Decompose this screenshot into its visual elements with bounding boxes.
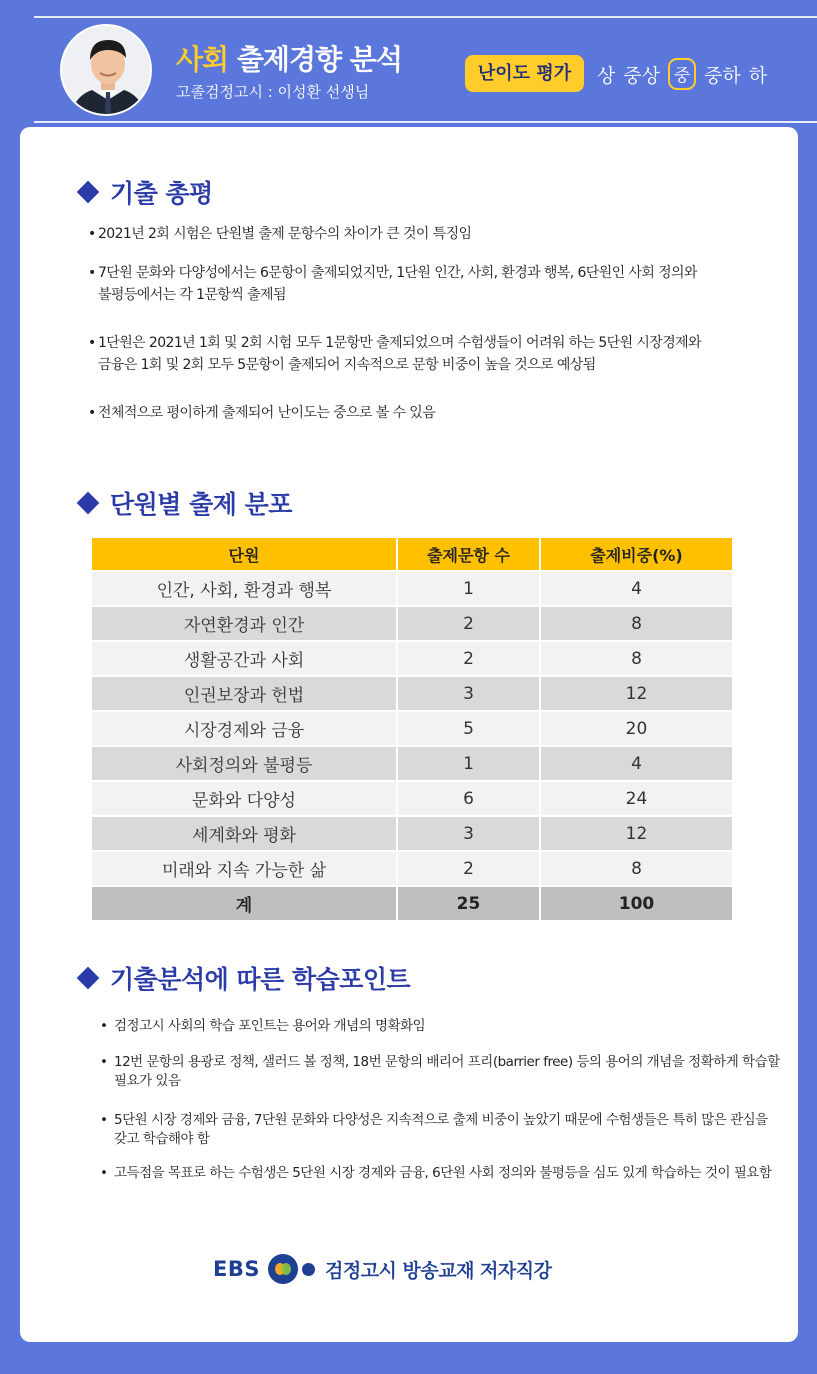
cell-ratio: 8: [540, 641, 732, 676]
point-item-text: 검정고시 사회의 학습 포인트는 용어와 개념의 명확화임: [114, 1018, 426, 1034]
cell-unit: 인간, 사회, 환경과 행복: [92, 571, 397, 606]
table-row: [92, 711, 732, 746]
summary-item: [88, 223, 471, 245]
bullet-dot: •: [88, 265, 96, 281]
level-mid-high: 중상: [623, 64, 661, 87]
diamond-icon: [77, 492, 100, 515]
cell-ratio: 4: [540, 571, 732, 606]
level-high: 상: [597, 64, 616, 87]
cell-ratio: 24: [540, 781, 732, 816]
cell-unit: 문화와 다양성: [92, 781, 397, 816]
summary-section-title: [76, 174, 213, 210]
cell-unit: 시장경제와 금융: [92, 711, 397, 746]
cell-ratio: 12: [540, 676, 732, 711]
distribution-table: [92, 538, 732, 920]
point-item-text: 5단원 시장 경제와 금융, 7단원 문화와 다양성은 지속적으로 출제 비중이 높았기 때문에 수험생들은 특히 많은 관심을 갖고 학습해야 함: [114, 1112, 768, 1147]
bullet-dot: •: [88, 226, 96, 242]
cell-ratio: 12: [540, 816, 732, 851]
summary-item-text: 전체적으로 평이하게 출제되어 난이도는 중으로 볼 수 있음: [98, 405, 436, 421]
point-item: [100, 1111, 780, 1149]
bullet-dot: •: [100, 1018, 108, 1034]
cell-count: 3: [397, 676, 540, 711]
summary-title-text: 기출 총평: [110, 179, 213, 208]
table-row: [92, 606, 732, 641]
cell-total-label: 계: [92, 886, 397, 920]
level-low: 하: [748, 64, 768, 87]
avatar: [60, 24, 152, 116]
teacher-portrait-icon: [62, 26, 152, 116]
cell-unit: 인권보장과 헌법: [92, 676, 397, 711]
bullet-dot: •: [100, 1054, 108, 1070]
summary-item: [88, 262, 697, 306]
table-row: [92, 676, 732, 711]
cell-count: 2: [397, 641, 540, 676]
summary-item-text-cont: 금융은 1회 및 2회 모두 5문항이 출제되어 지속적으로 문항 비중이 높을 것으로 예상됨: [98, 357, 596, 373]
summary-item: [88, 402, 435, 424]
table-row: [92, 746, 732, 781]
cell-unit: 사회정의와 불평등: [92, 746, 397, 781]
difficulty-badge: 난이도 평가: [465, 55, 584, 92]
level-mid-selected: 중: [668, 58, 696, 90]
cell-ratio: 4: [540, 746, 732, 781]
cell-ratio: 20: [540, 711, 732, 746]
ebs-logo-icon: [268, 1254, 298, 1284]
difficulty-levels: [597, 58, 767, 90]
bullet-dot: •: [100, 1112, 108, 1128]
point-item: [100, 1164, 780, 1183]
ebs-dot-icon: [302, 1263, 315, 1276]
cell-unit: 세계화와 평화: [92, 816, 397, 851]
cell-ratio: 8: [540, 606, 732, 641]
points-section-title: [76, 960, 410, 996]
cell-unit: 생활공간과 사회: [92, 641, 397, 676]
point-item: [100, 1053, 780, 1091]
footer-brand: [213, 1253, 551, 1285]
col-header-unit: 단원: [92, 538, 397, 571]
title-rest: 출제경향 분석: [228, 43, 402, 76]
cell-total-ratio: 100: [540, 886, 732, 920]
col-header-count: 출제문항 수: [397, 538, 540, 571]
point-item-text: 고득점을 목표로 하는 수험생은 5단원 시장 경제와 금융, 6단원 사회 정의와 불평등을 심도 있게 학습하는 것이 필요함: [114, 1165, 772, 1181]
points-title-text: 기출분석에 따른 학습포인트: [110, 965, 411, 994]
point-item: [100, 1017, 780, 1036]
cell-count: 6: [397, 781, 540, 816]
bullet-dot: •: [88, 405, 96, 421]
distribution-section-title: [76, 485, 292, 521]
diamond-icon: [77, 967, 100, 990]
ebs-wordmark: EBS: [213, 1257, 260, 1281]
cell-count: 1: [397, 571, 540, 606]
cell-count: 3: [397, 816, 540, 851]
level-mid-low: 중하: [704, 64, 741, 87]
summary-item-text-cont: 불평등에서는 각 1문항씩 출제됨: [98, 287, 286, 303]
page-title: [176, 38, 402, 78]
cell-total-count: 25: [397, 886, 540, 920]
summary-item: [88, 332, 701, 376]
cell-unit: 미래와 지속 가능한 삶: [92, 851, 397, 886]
distribution-title-text: 단원별 출제 분포: [110, 490, 292, 519]
summary-item-text: 2021년 2회 시험은 단원별 출제 문항수의 차이가 큰 것이 특징임: [98, 226, 472, 242]
col-header-ratio: 출제비중(%): [540, 538, 732, 571]
cell-count: 5: [397, 711, 540, 746]
cell-count: 2: [397, 606, 540, 641]
bullet-dot: •: [88, 335, 96, 351]
table-row: [92, 816, 732, 851]
cell-unit: 자연환경과 인간: [92, 606, 397, 641]
bullet-dot: •: [100, 1165, 108, 1181]
cell-count: 2: [397, 851, 540, 886]
table-row: [92, 571, 732, 606]
table-row: [92, 781, 732, 816]
table-row: [92, 641, 732, 676]
diamond-icon: [77, 181, 100, 204]
cell-ratio: 8: [540, 851, 732, 886]
cell-count: 1: [397, 746, 540, 781]
title-subject: 사회: [176, 43, 229, 76]
table-header-row: [92, 538, 732, 571]
point-item-text: 12번 문항의 용광로 정책, 샐러드 볼 정책, 18번 문항의 배리어 프리(barrier free) 등의 용어의 개념을 정확하게 학습할 필요가 있음: [114, 1054, 780, 1089]
table-row: [92, 851, 732, 886]
summary-item-text: 7단원 문화와 다양성에서는 6문항이 출제되었지만, 1단원 인간, 사회, 환경과 행복, 6단원인 사회 정의와: [98, 265, 697, 281]
footer-text: 검정고시 방송교재 저자직강: [324, 1259, 552, 1282]
page-subtitle: 고졸검정고시 : 이성환 선생님: [176, 83, 370, 101]
table-total-row: [92, 886, 732, 920]
summary-item-text: 1단원은 2021년 1회 및 2회 시험 모두 1문항만 출제되었으며 수험생들이 어려워 하는 5단원 시장경제와: [98, 335, 702, 351]
header: [0, 0, 817, 127]
